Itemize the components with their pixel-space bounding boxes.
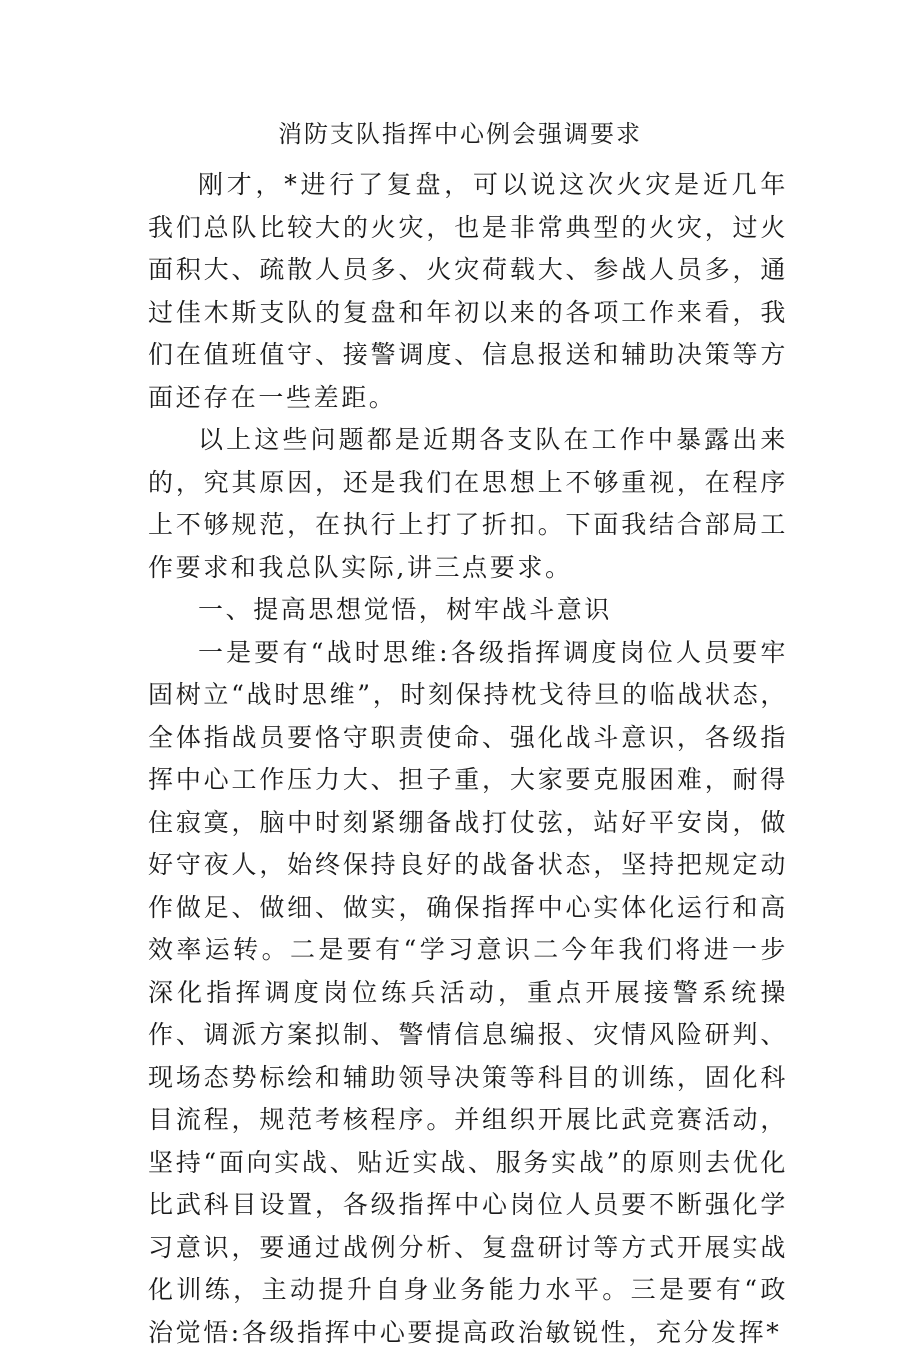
document-title: 消防支队指挥中心例会强调要求 [0,114,920,154]
section-heading-1: 一、提高思想觉悟，树牢战斗意识 [148,589,788,632]
paragraph-problem-causes: 以上这些问题都是近期各支队在工作中暴露出来的，究其原因，还是我们在思想上不够重视，在程序上不够规范，在执行上打了折扣。下面我结合部局工作要求和我总队实际,讲三点要求。 [148,419,788,589]
paragraph-review-summary: 刚才，*进行了复盘，可以说这次火灾是近几年我们总队比较大的火灾，也是非常典型的火灾，过火面积大、疏散人员多、火灾荷载大、参战人员多，通过佳木斯支队的复盘和年初以来的各项工作来看，我们在值班值守、接警调度、信息报送和辅助决策等方面还存在一些差距。 [148,164,788,419]
paragraph-requirements: 一是要有“战时思维:各级指挥调度岗位人员要牢固树立“战时思维”，时刻保持枕戈待旦的临战状态，全体指战员要恪守职责使命、强化战斗意识，各级指挥中心工作压力大、担子重，大家要克服困难，耐得住寂寞，脑中时刻紧绷备战打仗弦，站好平安岗，做好守夜人，始终保持良好的战备状态，坚持把规定动作做足、做细、做实，确保指挥中心实体化运行和高效率运转。二是要有“学习意识二今年我们将进一步深化指挥调度岗位练兵活动，重点开展接警系统操作、调派方案拟制、警情信息编报、灾情风险研判、现场态势标绘和辅助领导决策等科目的训练，固化科目流程，规范考核程序。并组织开展比武竞赛活动，坚持“面向实战、贴近实战、服务实战”的原则去优化比武科目设置，各级指挥中心岗位人员要不断强化学习意识，要通过战例分析、复盘研讨等方式开展实战化训练，主动提升自身业务能力水平。三是要有“政治觉悟:各级指挥中心要提高政治敏锐性，充分发挥* [148,632,788,1354]
document-body [148,164,788,1354]
